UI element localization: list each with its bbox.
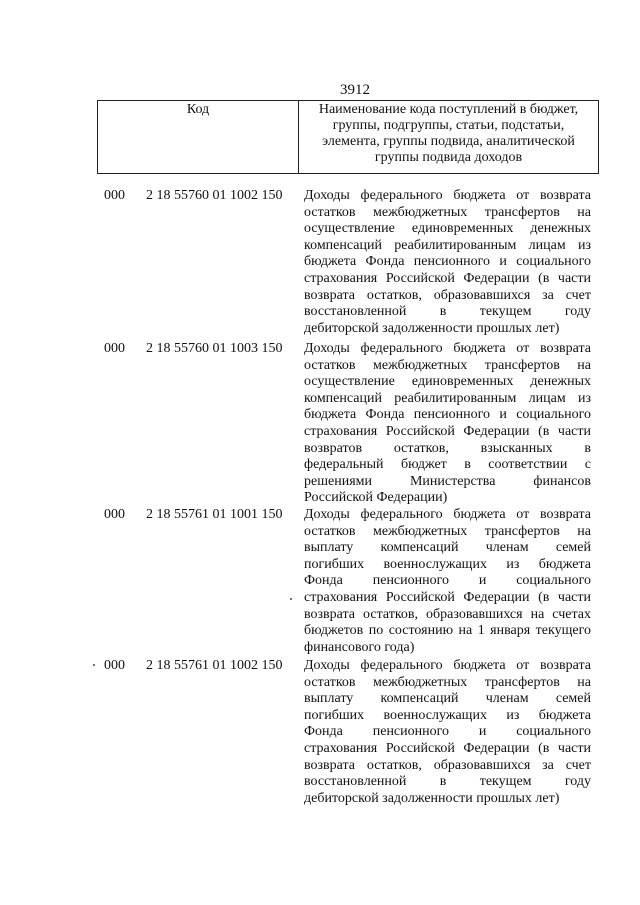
description-line: Фонда пенсионного и социального xyxy=(304,573,591,589)
row-code: 2 18 55760 01 1003 150 xyxy=(146,341,283,356)
header-code-cell: Код xyxy=(98,101,299,173)
row-description xyxy=(304,507,591,656)
scan-speck xyxy=(93,664,95,666)
description-line: остатков межбюджетных трансфертов на xyxy=(304,357,591,373)
description-line: возврата остатков, образовавшихся на счетах xyxy=(304,606,591,622)
description-line: федеральный бюджет в соответствии с xyxy=(304,457,591,473)
row-description xyxy=(304,188,591,337)
description-line: Фонда пенсионного и социального xyxy=(304,724,591,740)
description-line: восстановленной в текущем году xyxy=(304,774,591,790)
description-line: компенсаций реабилитированным лицам из xyxy=(304,390,591,406)
table-header xyxy=(97,100,599,174)
description-line: выплату компенсаций членам семей xyxy=(304,691,591,707)
description-line: выплату компенсаций членам семей xyxy=(304,540,591,556)
description-line: погибших военнослужащих из бюджета xyxy=(304,707,591,723)
row-prefix: 000 xyxy=(104,658,125,673)
description-line: осуществление единовременных денежных xyxy=(304,221,591,237)
page-number: 3912 xyxy=(340,82,370,98)
description-line: финансового года) xyxy=(304,639,415,655)
description-line: страхования Российской Федерации (в части xyxy=(304,423,591,439)
row-prefix: 000 xyxy=(104,341,125,356)
row-prefix: 000 xyxy=(104,188,125,203)
description-line: остатков межбюджетных трансфертов на xyxy=(304,523,591,539)
description-line: страхования Российской Федерации (в части xyxy=(304,270,591,286)
description-line: Доходы федерального бюджета от возврата xyxy=(304,507,591,522)
description-line: остатков межбюджетных трансфертов на xyxy=(304,204,591,220)
description-line: возврата остатков, образовавшихся за счет xyxy=(304,287,591,303)
description-line: восстановленной в текущем году xyxy=(304,304,591,320)
scan-speck xyxy=(290,598,292,600)
row-description xyxy=(304,341,591,507)
row-prefix: 000 xyxy=(104,507,125,522)
header-name-cell: Наименование кода поступлений в бюджет, группы, подгруппы, статьи, подстатьи, элемента, группы подвида, аналитической группы подвида доходов xyxy=(318,102,579,165)
description-line: Российской Федерации) xyxy=(304,490,448,506)
description-line: погибших военнослужащих из бюджета xyxy=(304,556,591,572)
description-line: Доходы федерального бюджета от возврата xyxy=(304,188,591,203)
description-line: бюджетов по состоянию на 1 января текущего xyxy=(304,623,591,639)
description-line: возвратов остатков, взысканных в xyxy=(304,440,591,456)
description-line: осуществление единовременных денежных xyxy=(304,374,591,390)
description-line: бюджета Фонда пенсионного и социального xyxy=(304,254,591,270)
description-line: бюджета Фонда пенсионного и социального xyxy=(304,407,591,423)
description-line: остатков межбюджетных трансфертов на xyxy=(304,674,591,690)
description-line: дебиторской задолженности прошлых лет) xyxy=(304,790,560,806)
description-line: Доходы федерального бюджета от возврата xyxy=(304,658,591,673)
description-line: компенсаций реабилитированным лицам из xyxy=(304,237,591,253)
description-line: решениями Министерства финансов xyxy=(304,473,591,489)
description-line: возврата остатков, образовавшихся за счет xyxy=(304,757,591,773)
description-line: страхования Российской Федерации (в части xyxy=(304,589,591,605)
row-code: 2 18 55761 01 1001 150 xyxy=(146,507,283,522)
description-line: страхования Российской Федерации (в части xyxy=(304,740,591,756)
row-code: 2 18 55761 01 1002 150 xyxy=(146,658,283,673)
description-line: дебиторской задолженности прошлых лет) xyxy=(304,320,560,336)
description-line: Доходы федерального бюджета от возврата xyxy=(304,341,591,356)
row-description xyxy=(304,658,591,807)
row-code: 2 18 55760 01 1002 150 xyxy=(146,188,283,203)
